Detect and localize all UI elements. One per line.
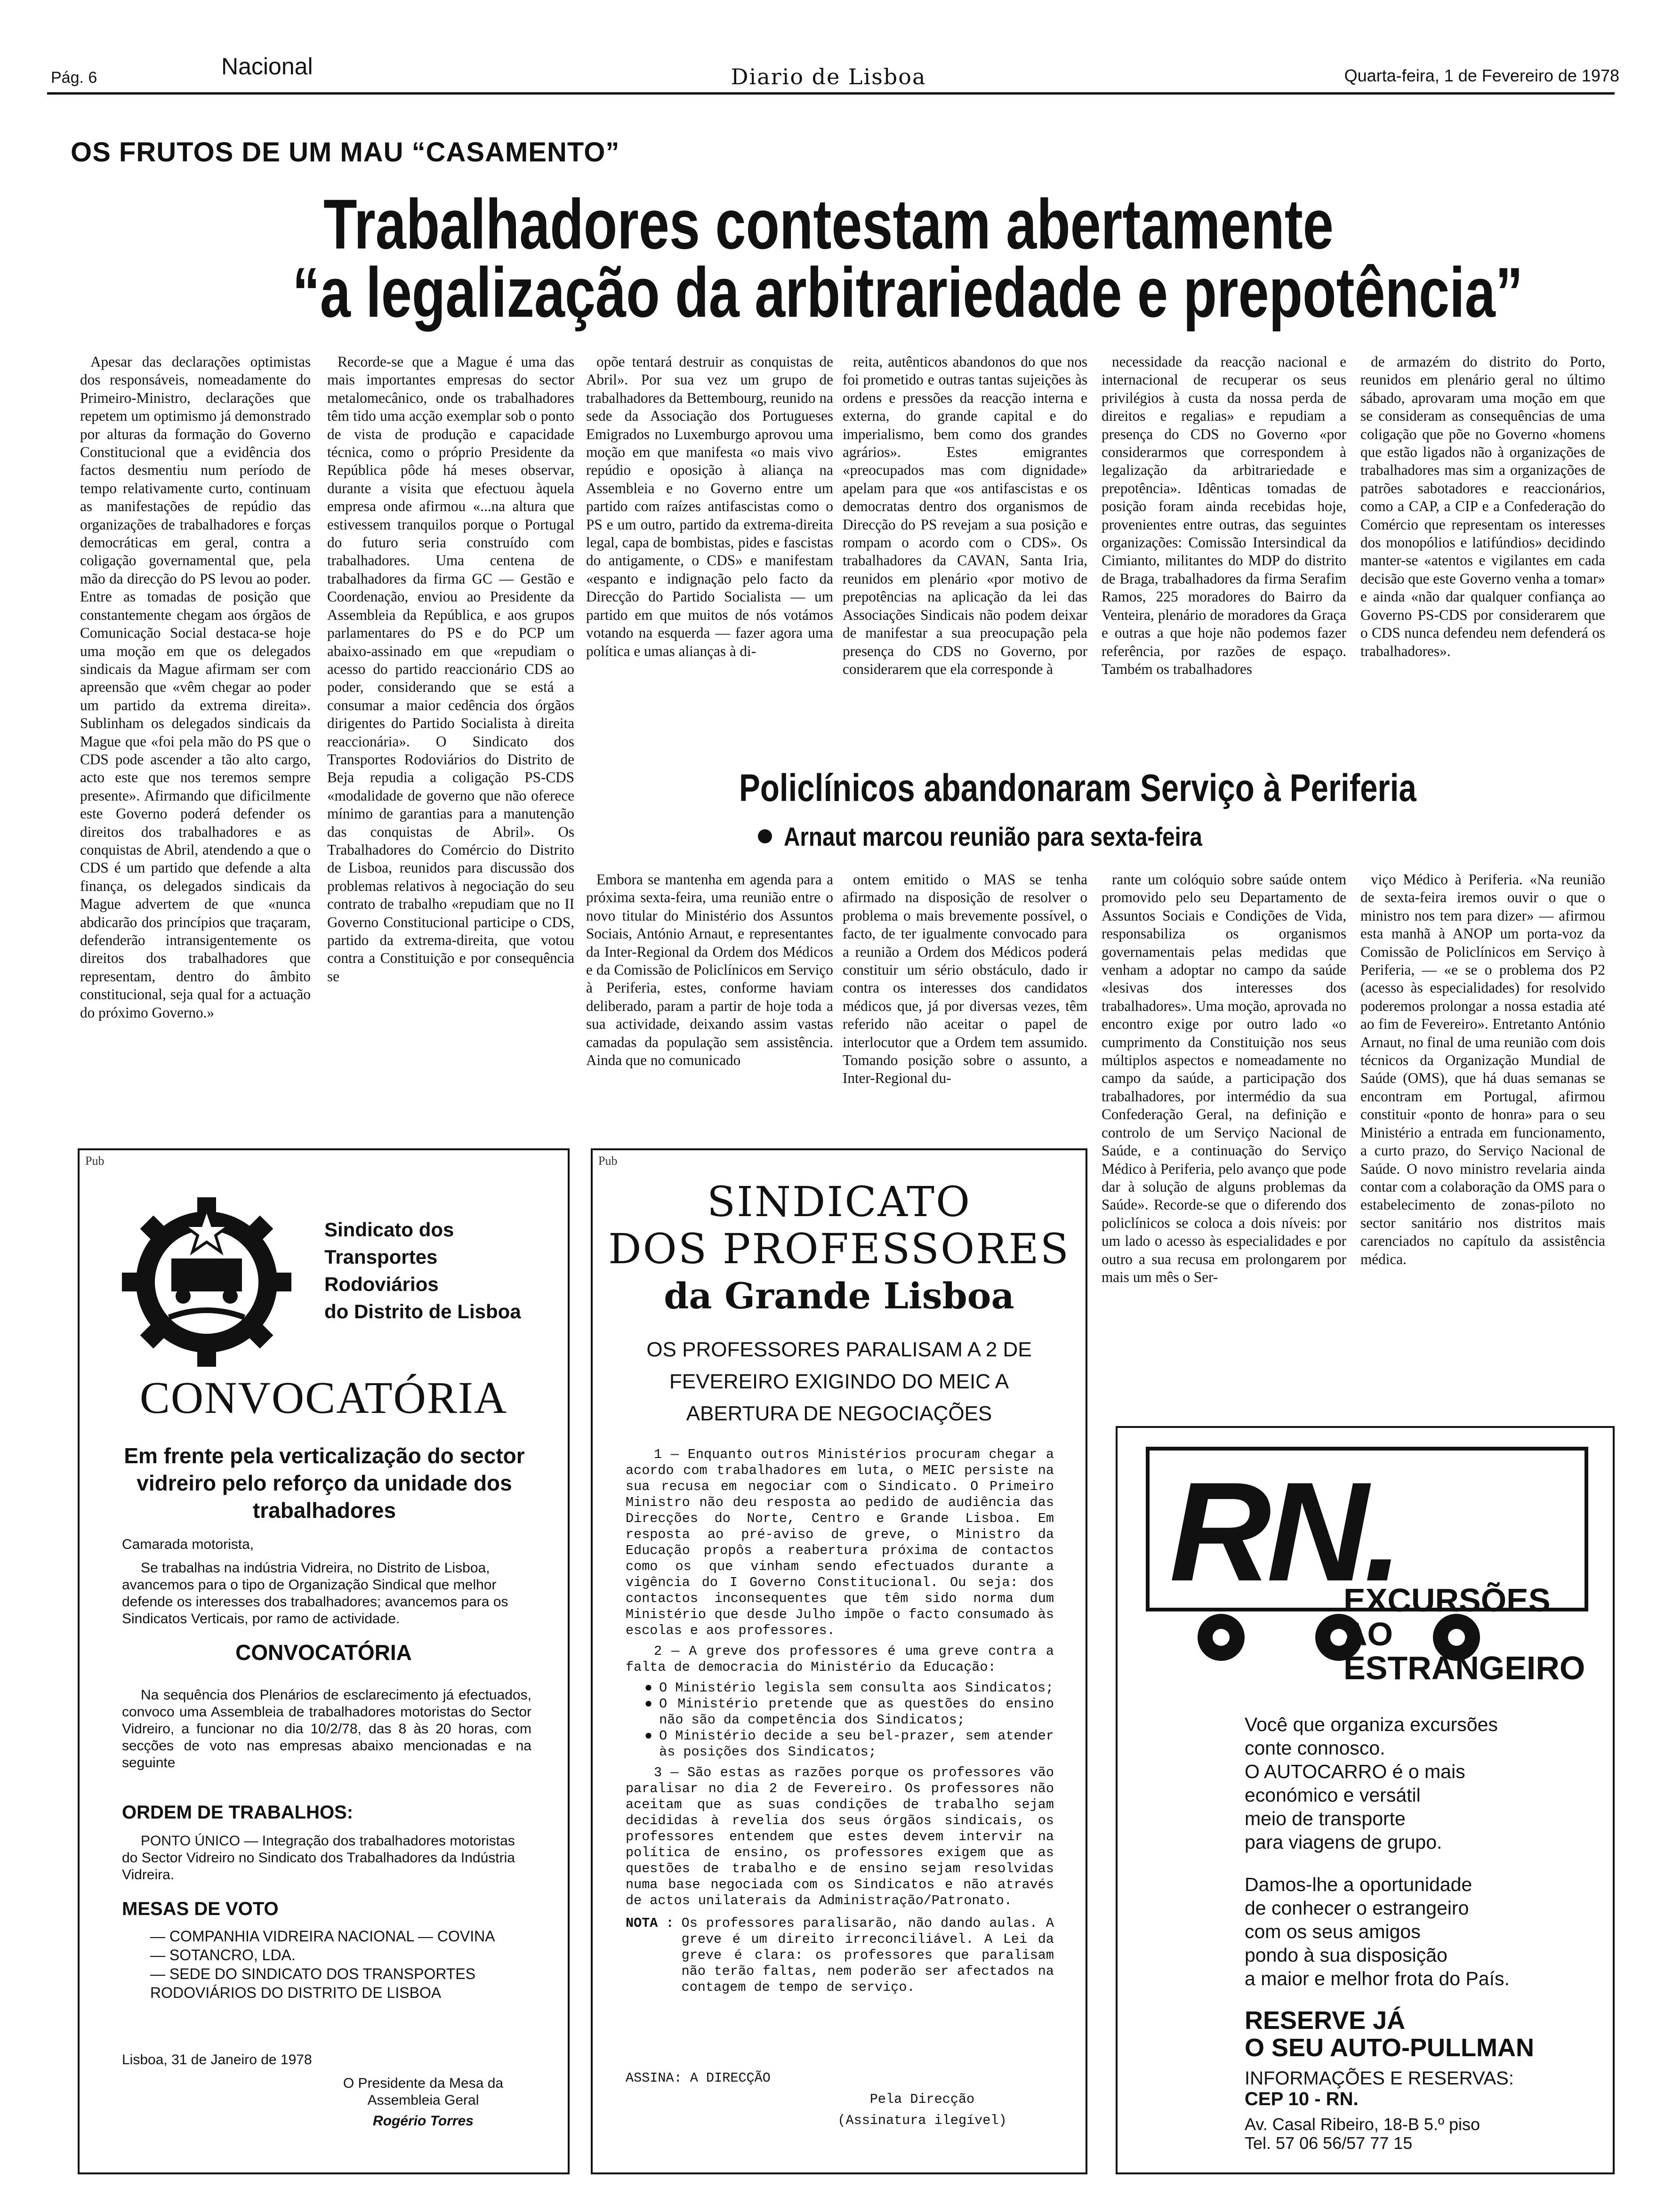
ad-rn <box>1116 1426 1615 2174</box>
ad-intro: Se trabalhas na indústria Vidreira, no Distrito de Lisboa, avancemos para o tipo de Organização Sindical que melhor defende os interesses dos trabalhadores; avancemos para os Sindicatos Verticais, por ramo de actividade. <box>122 1560 508 1627</box>
paragraph-1: 1 — Enquanto outros Ministérios procuram chegar a acordo com trabalhadores em luta, o MEIC persiste na sua recusa em negociar com o Sindicato. O Primeiro Ministro não deu resposta ao pedido de audiência das Direcções do Norte, Centro e Grande Lisboa. Em resposta ao pré-aviso de greve, o Ministro da Educação propôs a reabertura próxima de contactos como os que vinham sendo efectuados durante a vigência do I Governo Constitucional. Ou seja: dos contactos inconsequentes que têm sido norma dum Ministério que desde Julho impõe o facto consumado às escolas e aos professores. <box>626 1447 1054 1638</box>
story-kicker: OS FRUTOS DE UM MAU “CASAMENTO” <box>71 137 620 168</box>
mesa-item: — SOTANCRO, LDA. <box>150 1947 296 1964</box>
ad-slogan: Em frente pela verticalização do sector vidreiro pelo reforço da unidade dos trabalhadores <box>124 1443 525 1523</box>
policlinicos-column-4: viço Médico à Periferia. «Na reunião de sexta-feira iremos ouvir o que o ministro nos tem para dizer» — afirmou esta manhã à ANOP um porta-voz da Comissão de Policlínicos em Serviço à Periferia, — «e se o problema dos P2 (acesso às especialidades) for resolvido poderemos prolongar a nossa estadia até ao fim de Fevereiro». Entretanto António Arnaut, no final de uma reunião com dois técnicos da Organização Mundial de Saúde (OMS), que há duas semanas se encontram em Portugal, afirmou constituir «ponto de honra» para o seu Ministério a entrada em funcionamento, a curto prazo, do Serviço Nacional de Saúde. O novo ministro revelaria ainda contar com a colaboração da OMS para o estabelecimento de zonas-piloto no sector sanitário nos distritos mais carenciados no capítulo da assistência médica. <box>1360 871 1605 1267</box>
signatory-title-2: Assembleia Geral <box>367 2092 479 2108</box>
signatory-title-1: O Presidente da Mesa da <box>343 2076 504 2091</box>
union-name: Sindicato dos Transportes Rodoviários do Distrito de Lisboa <box>324 1218 521 1322</box>
mesa-item: — SEDE DO SINDICATO DOS TRANSPORTES RODOVIÁRIOS DO DISTRITO DE LISBOA <box>150 1965 476 2001</box>
ordem-heading: ORDEM DE TRABALHOS: <box>122 1802 354 1823</box>
rn-logo: RN. <box>1169 1452 1399 1611</box>
rn-copy-1: Você que organiza excursões conte connosco. O AUTOCARRO é o mais económico e versátil meio de transporte para viagens de grupo. <box>1245 1714 1498 1853</box>
pub-label: Pub <box>85 1154 105 1168</box>
bullet-icon: ● <box>644 1680 653 1696</box>
rn-copy-2: Damos-lhe a oportunidade de conhecer o estrangeiro com os seus amigos pondo à sua disposição a maior e melhor frota do País. <box>1245 1874 1510 1989</box>
ad-convocation-text: Na sequência dos Plenários de esclarecimento já efectuados, convoco uma Assembleia de trabalhadores motoristas do Sector Vidreiro, a funcionar no dia 10/2/78, das 8 às 20 horas, com secções de voto nas empresas abaixo mencionadas e na seguinte <box>122 1687 531 1771</box>
mesas-list <box>150 1927 527 2002</box>
assina: ASSINA: A DIRECÇÃO <box>626 2070 771 2086</box>
bullet-item: ● O Ministério legisla sem consulta aos Sindicatos; <box>644 1680 1054 1696</box>
story-headline-line-1: Trabalhadores contestam abertamente <box>323 184 1334 264</box>
mesa-item: — COMPANHIA VIDREIRA NACIONAL — COVINA <box>150 1928 495 1945</box>
bullet-item: ● O Ministério decide a seu bel-prazer, sem atender às posições dos Sindicatos; <box>644 1728 1054 1760</box>
paragraph-2: 2 — A greve dos professores é uma greve contra a falta de democracia do Ministério da Educação: <box>626 1643 1054 1675</box>
newspaper-name: Diario de Lisboa <box>731 64 926 89</box>
ad-transportes <box>78 1148 570 2174</box>
convocatoria-title: CONVOCATÓRIA <box>139 1372 508 1423</box>
professores-headline: OS PROFESSORES PARALISAM A 2 DE FEVEREIRO EXIGINDO DO MEIC A ABERTURA DE NEGOCIAÇÕES <box>646 1338 1032 1425</box>
mesas-heading: MESAS DE VOTO <box>122 1899 279 1919</box>
page-number: Pág. 6 <box>51 69 97 87</box>
signatory-name: Rogério Torres <box>373 2113 474 2129</box>
professores-title-2: DOS PROFESSORES <box>608 1225 1070 1273</box>
story-column-3: opõe tentará destruir as conquistas de Abril». Por sua vez um grupo de trabalhadores da Bettembourg, reunido na sede da Associação dos Portugueses Emigrados no Luxemburgo aprovou uma moção em que manifesta «o mais vivo repúdio e oposição à aliança na Assembleia e no Governo entre um partido com raízes antifascistas como o PS e um outro, partido da extrema-direita legal, capa de bombistas, pides e fascistas do antigamente, o CDS» e manifestam «espanto e indignação pelo facto da Direcção do Partido Socialista — um partido em que muitos de nós votámos votando na esquerda — fazer agora uma política e umas alianças à di- <box>586 353 833 659</box>
ad-professores <box>591 1148 1087 2174</box>
pela-direccao: Pela Direcção <box>869 2092 975 2107</box>
bullet-icon: ● <box>644 1728 653 1744</box>
story-column-6: de armazém do distrito do Porto, reunidos em plenário geral no último sábado, aprovaram uma moção em que se consideram as consequências de uma coligação que põe no Governo «homens que estão ligados não à organizações de trabalhadores mas sim a organizações de patrões sabotadores e reaccionários, como a CAP, a CIP e a Confederação do Comércio que representam os interesses dos monopólios e latifúndios» decidindo manter-se «atentos e vigilantes em cada decisão que este Governo venha a tomar» e ainda «não dar qualquer confiança ao Governo PS-CDS por considerarem que o CDS nunca defendeu nem defenderá os trabalhadores». <box>1360 353 1605 659</box>
ad-greeting: Camarada motorista, <box>122 1537 254 1552</box>
rn-info: INFORMAÇÕES E RESERVAS: CEP 10 - RN. <box>1245 2068 1514 2109</box>
pub-label: Pub <box>598 1154 618 1168</box>
bullet-icon <box>758 829 772 843</box>
union-gear-logo <box>113 1188 301 1376</box>
ordem-text: PONTO ÚNICO — Integração dos trabalhadores motoristas do Sector Vidreiro no Sindicato dos Trabalhadores da Indústria Vidreira. <box>122 1833 515 1883</box>
issue-date: Quarta-feira, 1 de Fevereiro de 1978 <box>1344 66 1619 85</box>
policlinicos-column-3: rante um colóquio sobre saúde ontem promovido pelo seu Departamento de Assuntos Sociais e Condições de Vida, responsabiliza os organismos governamentais pelas medidas que venham a adoptar no campo da saúde «lesivas dos interesses dos trabalhadores». Uma moção, aprovada no encontro exige por outro lado «o cumprimento da Constituição nos seus múltiplos aspectos e nomeadamente no campo da saúde, a participação dos trabalhadores, por intermédio da sua Confederação Geral, na definição e controlo de um Serviço Nacional de Saúde, e a continuação do Serviço Médico à Periferia, pelo avanço que pode dar à solução de alguns problemas da Saúde». Recorde-se que o diferendo dos policlínicos se coloca a dois níveis: por um lado o acesso às especialidades e por outro a sua recusa em prolongarem por mais um mês o Ser- <box>1102 871 1346 1285</box>
policlinicos-headline: Policlínicos abandonaram Serviço à Periferia <box>739 767 1416 809</box>
story-column-5: necessidade da reacção nacional e internacional de recuperar os seus privilégios à custa da nossa perda de direitos e regalias» e repudiam a presença do CDS no Governo «por considerarmos que correspondem à legalização da arbitrariedade e prepotência». Idênticas tomadas de posição foram ainda recebidas hoje, provenientes entre outras, das seguintes organizações: Comissão Intersindical da Cimianto, militantes do MDP do distrito de Braga, trabalhadores da firma Serafim Ramos, 225 moradores do Bairro da Venteira, plenário de moradores da Graça e outras a que hoje não podemos fazer referência, por razões de espaço. Também os trabalhadores <box>1102 353 1346 677</box>
nota <box>626 1915 1054 1996</box>
rn-title: EXCURSÕES AO ESTRANGEIRO <box>1343 1582 1585 1686</box>
story-column-1: Apesar das declarações optimistas dos responsáveis, nomeadamente do Primeiro-Ministro, declarações que repetem um optimismo já demonstrado por alturas da formação do Governo Constitucional que a evidência dos factos desmentiu num período de tempo relativamente curto, continuam as manifestações de repúdio das organizações de trabalhadores e forças democráticas em geral, contra a coligação governamental que, pela mão da direcção do PS levou ao poder. Entre as tomadas de posição que constantemente chegam aos órgãos de Comunicação Social destaca-se hoje uma moção em que os delegados sindicais da Mague afirmam ser com apreensão que «vêm chegar ao poder um partido da extrema direita». Sublinham os delegados sindicais da Mague que «foi pela mão do PS que o CDS pode ascender a tão alto cargo, acto este que nos teremos sempre presente». Afirmando que dificilmente este Governo poderá defender os direitos dos trabalhadores e as conquistas de Abril, atendendo a que o CDS é um partido que defende a alta finança, os delegados sindicais da Mague advertem de que «nunca abdicarão dos princípios que traçaram, defenderão intransigentemente os direitos dos trabalhadores que representam, dentro do âmbito constitucional, seja qual for a actuação do próximo Governo.» <box>80 353 311 1021</box>
paragraph-3: 3 — São estas as razões porque os professores vão paralisar no dia 2 de Fevereiro. Os professores não aceitam que as suas condições de trabalho sejam decididas à revelia dos seus órgãos sindicais, os professores entendem que estes devem intervir na política de ensino, os professores exigem que as questões de trabalho e de ensino sejam resolvidas numa base negociada com os Sindicatos e não através de actos unilaterais da Administração/Patronato. <box>626 1765 1054 1908</box>
story-column-4: reita, autênticos abandonos do que nos foi prometido e outras tantas sujeições às ordens e pressões da reacção interna e externa, do grande capital e do imperialismo, bem como dos grandes agrários». Estes emigrantes «preocupados mas com dignidade» apelam para que «os antifascistas e os democratas dentro dos organismos de Direcção do PS revejam a sua posição e rompam o acordo com o CDS». Os trabalhadores da CAVAN, Santa Iria, reunidos em plenário «por motivo de prepotências na aplicação da lei das Associações Sindicais não podem deixar de manifestar a sua preocupação pela presença do CDS no Governo, por considerarem que ela corresponde à <box>843 353 1087 677</box>
masthead-rule <box>47 92 1615 95</box>
section-name: Nacional <box>221 53 313 80</box>
professores-title-3: da Grande Lisboa <box>664 1275 1014 1317</box>
policlinicos-subhead: Arnaut marcou reunião para sexta-feira <box>784 822 1202 851</box>
bullet-item: ● O Ministério pretende que as questões do ensino não são da competência dos Sindicatos; <box>644 1696 1054 1728</box>
rn-address: Av. Casal Ribeiro, 18-B 5.º piso Tel. 57 06 56/57 77 15 <box>1245 2115 1480 2153</box>
policlinicos-column-2: ontem emitido o MAS se tenha afirmado na disposição de resolver o problema o mais brevemente possível, o facto, de ter igualmente convocado para a reunião a Ordem dos Médicos poderá constituir um sério obstáculo, dado ir contra os interesses dos candidatos médicos que, já por diversas vezes, têm referido não aceitar o papel de interlocutor que a Ordem tem assumido. Tomando posição sobre o assunto, a Inter-Regional du- <box>843 871 1087 1087</box>
story-headline-line-2: “a legalização da arbitrariedade e prepotência” <box>292 253 1523 332</box>
professores-title-1: SINDICATO <box>707 1178 972 1226</box>
policlinicos-column-1: Embora se mantenha em agenda para a próxima sexta-feira, uma reunião entre o novo titular do Ministério dos Assuntos Sociais, António Arnaut, e representantes da Inter-Regional da Ordem dos Médicos e da Comissão de Policlínicos em Serviço à Periferia, estes, conforme haviam deliberado, param a partir de hoje toda a sua actividade, deixando assim vastas camadas da população sem assistência. Ainda que no comunicado <box>586 871 833 1069</box>
ad-date: Lisboa, 31 de Janeiro de 1978 <box>122 2052 312 2068</box>
rn-reserve: RESERVE JÁ O SEU AUTO-PULLMAN <box>1245 2006 1534 2062</box>
convocatoria-subtitle: CONVOCATÓRIA <box>235 1640 412 1665</box>
nota-label: NOTA : <box>626 1915 674 1931</box>
story-column-2: Recorde-se que a Mague é uma das mais importantes empresas do sector metalomecânico, onde os trabalhadores têm tido uma acção exemplar sob o ponto de vista de produção e capacidade técnica, como o próprio Presidente da República pôde há meses observar, durante a visita que efectuou àquela empresa onde afirmou «...na altura que estivessem tranquilos porque o Portugal do futuro seria construído com trabalhadores. Uma centena de trabalhadores da firma GC — Gestão e Coordenação, enviou ao Presidente da Assembleia da República, e aos grupos parlamentares do PS e do PCP um abaixo-assinado em que «repudiam o acesso do partido reaccionário CDS ao poder, considerando que se está a consumar a maior cedência dos órgãos dirigentes do Partido Socialista à direita reaccionária». O Sindicato dos Transportes Rodoviários do Distrito de Beja repudia a coligação PS-CDS «modalidade de governo que não oferece mínimo de garantias para a manutenção das conquistas de Abril». Os Trabalhadores do Comércio do Distrito de Lisboa, reunidos para discussão dos problemas relativos à negociação do seu contrato de trabalho «repudiam que no II Governo Constitucional participe o CDS, partido da extrema-direita, que votou contra a Constituição e por consequência se <box>327 353 574 985</box>
nota-text: Os professores paralisarão, não dando aulas. A greve é um direito irreconciliável. A Lei da greve é clara: os professores que paralisam não terão faltas, nem poderão ser afectados na contagem de tempo de serviço. <box>681 1915 1054 1995</box>
assinatura: (Assinatura ilegível) <box>837 2113 1007 2128</box>
bullet-icon: ● <box>644 1696 653 1712</box>
professores-body <box>626 1447 1054 1996</box>
